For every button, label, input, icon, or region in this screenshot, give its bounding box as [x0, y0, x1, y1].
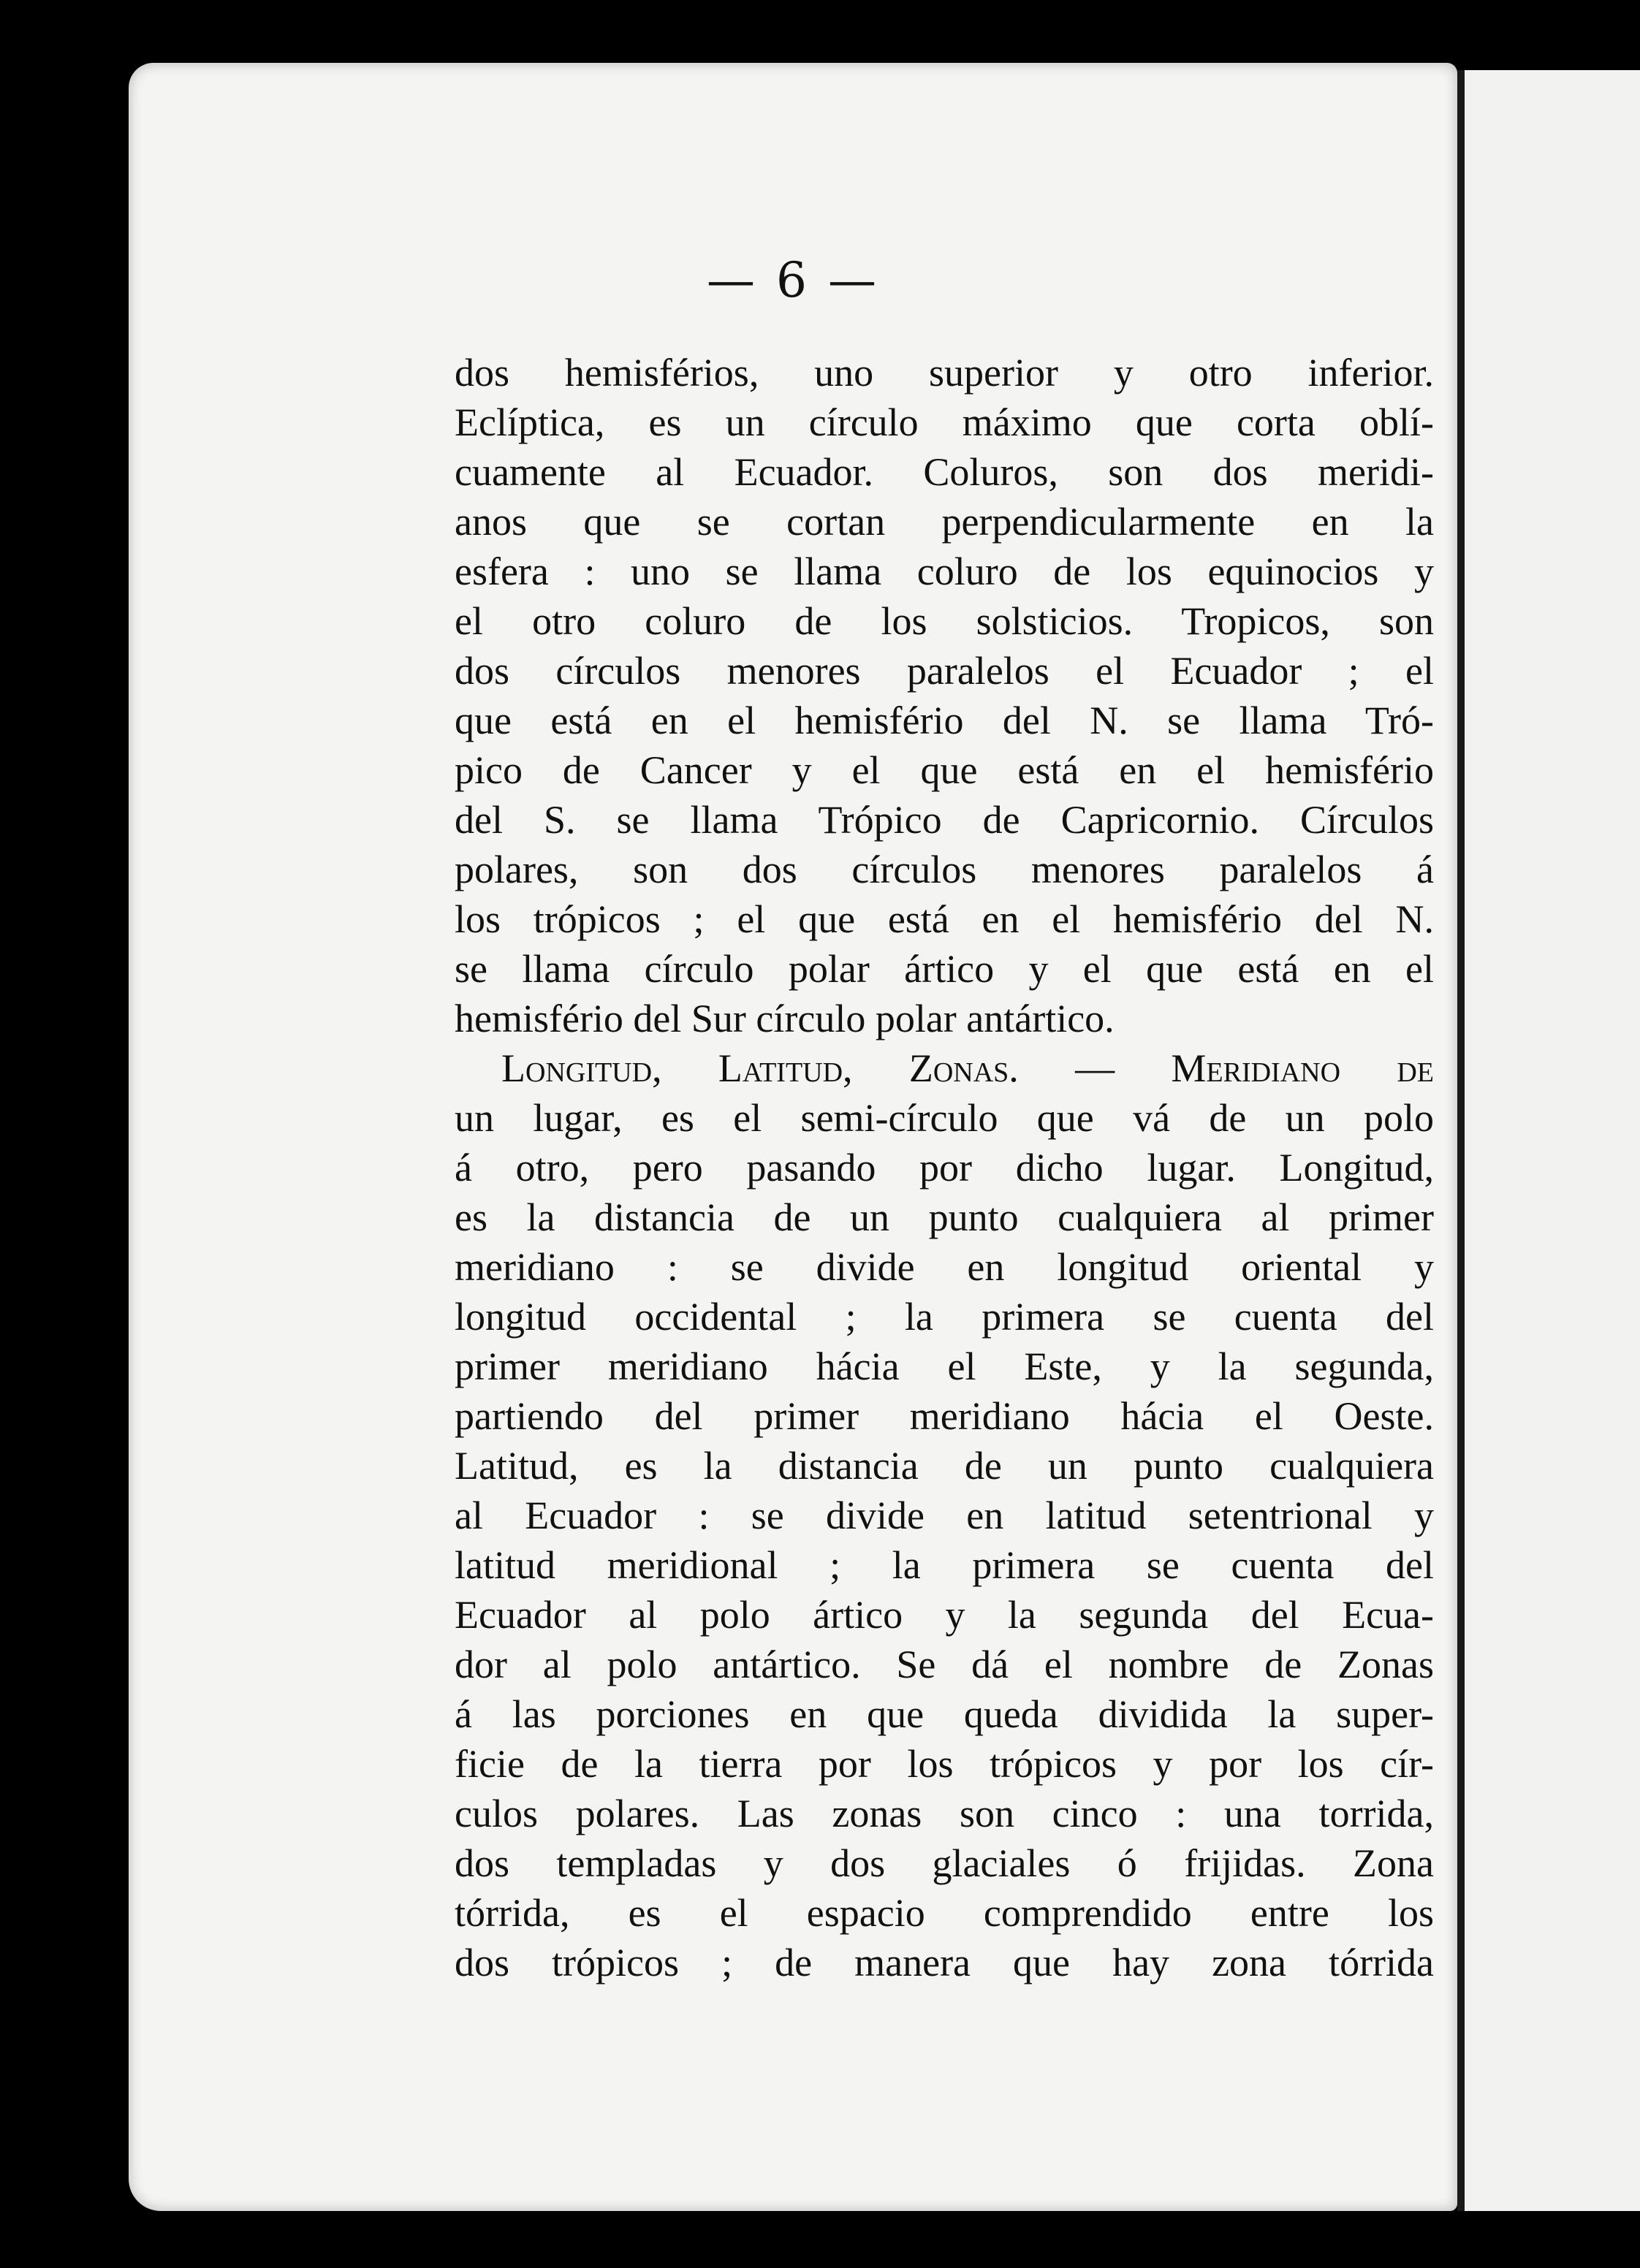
text-line: latitud meridional ; la primera se cuenta del [455, 1543, 1434, 1587]
text-line: un lugar, es el semi-círculo que vá de un polo [455, 1096, 1434, 1140]
text-line: Latitud, es la distancia de un punto cualquiera [455, 1444, 1434, 1488]
body-text [455, 348, 1434, 2028]
text-line: anos que se cortan perpendicularmente en la [455, 500, 1434, 544]
text-line: hemisfério del Sur círculo polar antártico. [455, 997, 1115, 1040]
text-line: primer meridiano hácia el Este, y la segunda, [455, 1344, 1434, 1388]
text-line: del S. se llama Trópico de Capricornio. Círculos [455, 798, 1434, 842]
text-line: meridiano : se divide en longitud oriental y [455, 1245, 1434, 1289]
text-line: dor al polo antártico. Se dá el nombre de Zonas [455, 1643, 1434, 1686]
page-number: — 6 — [707, 252, 879, 308]
text-line: tórrida, es el espacio comprendido entre los [455, 1891, 1434, 1935]
text-line: al Ecuador : se divide en latitud setentrional y [455, 1493, 1434, 1537]
text-line: pico de Cancer y el que está en el hemisfério [455, 748, 1434, 792]
text-line: Longitud, Latitud, Zonas. — Meridiano de [501, 1046, 1434, 1090]
text-line: dos trópicos ; de manera que hay zona tórrida [455, 1941, 1434, 1984]
text-line: el otro coluro de los solsticios. Tropicos, son [455, 599, 1434, 643]
text-line: Ecuador al polo ártico y la segunda del Ecua- [455, 1593, 1434, 1637]
text-line: partiendo del primer meridiano hácia el Oeste. [455, 1394, 1434, 1438]
text-line: longitud occidental ; la primera se cuenta del [455, 1295, 1434, 1339]
text-line: dos círculos menores paralelos el Ecuador ; el [455, 649, 1434, 693]
text-line: dos templadas y dos glaciales ó frijidas. Zona [455, 1841, 1434, 1885]
text-line: que está en el hemisfério del N. se llama Tró- [455, 699, 1434, 742]
book-page [129, 63, 1457, 2211]
text-line: los trópicos ; el que está en el hemisfério del N. [455, 897, 1434, 941]
text-line: á otro, pero pasando por dicho lugar. Longitud, [455, 1146, 1434, 1190]
text-line: Eclíptica, es un círculo máximo que corta oblí- [455, 400, 1434, 444]
text-line: polares, son dos círculos menores paralelos á [455, 848, 1434, 891]
text-line: culos polares. Las zonas son cinco : una torrida, [455, 1792, 1434, 1835]
text-line: dos hemisférios, uno superior y otro inferior. [455, 351, 1434, 395]
text-line: ficie de la tierra por los trópicos y por los cír- [455, 1742, 1434, 1786]
adjacent-page-edge [1457, 70, 1640, 2211]
text-line: se llama círculo polar ártico y el que está en el [455, 947, 1434, 991]
text-line: es la distancia de un punto cualquiera al primer [455, 1195, 1434, 1239]
text-line: cuamente al Ecuador. Coluros, son dos meridi- [455, 450, 1434, 494]
text-line: á las porciones en que queda dividida la super- [455, 1692, 1434, 1736]
text-line: esfera : uno se llama coluro de los equinocios y [455, 549, 1434, 593]
